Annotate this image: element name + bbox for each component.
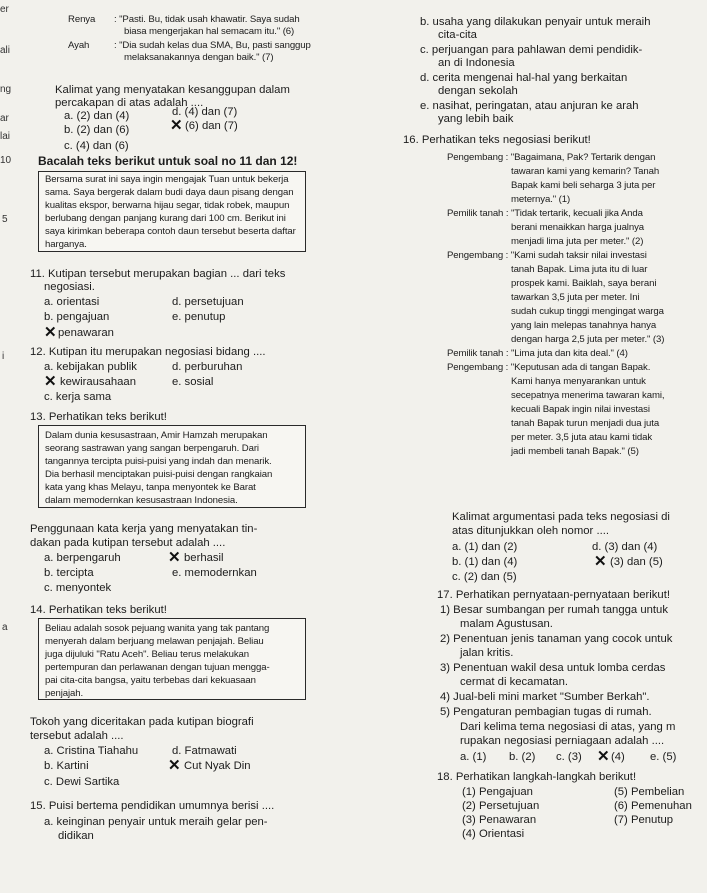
box-line: berlubang dengan panjang kurang dari 100 cm. Berikut ini xyxy=(45,213,286,224)
q16-option-a: a. (1) dan (2) xyxy=(452,541,518,553)
q14-stem: 14. Perhatikan teks berikut! xyxy=(30,604,167,616)
q15-stem: 15. Puisi bertema pendidikan umumnya berisi .... xyxy=(30,800,275,812)
q18-item: (4) Orientasi xyxy=(462,828,525,840)
box-line: secepatnya menerima tawaran kami, xyxy=(511,390,665,401)
q12-stem: 12. Kutipan itu merupakan negosiasi bidang .... xyxy=(30,346,266,358)
q13-option-d: berhasil xyxy=(184,552,224,564)
q17-item: cermat di kecamatan. xyxy=(460,676,568,688)
text-box-biografi xyxy=(38,618,306,700)
box-line: Pengembang : "Bagaimana, Pak? Tertarik dengan xyxy=(447,152,656,163)
q16-question: Kalimat argumentasi pada teks negosiasi di xyxy=(452,511,670,523)
q16-option-e: (3) dan (5) xyxy=(610,556,663,568)
dialog-line: : "Dia sudah kelas dua SMA, Bu, pasti sanggup xyxy=(114,40,311,51)
box-line: jadi membeli tanah Bapak." (5) xyxy=(511,446,639,457)
q11-option-d: d. persetujuan xyxy=(172,296,244,308)
answer-cross-mark-icon: ✕ xyxy=(597,748,610,765)
answer-cross-mark-icon: ✕ xyxy=(594,553,607,570)
q18-item: (5) Pembelian xyxy=(614,786,685,798)
q16-question: atas ditunjukkan oleh nomor .... xyxy=(452,525,609,537)
q10-stem: percakapan di atas adalah .... xyxy=(55,97,204,109)
q17-item: malam Agustusan. xyxy=(460,618,553,630)
q18-item: (6) Pemenuhan xyxy=(614,800,692,812)
q17-question: rupakan negosiasi perniagaan adalah .... xyxy=(460,735,665,747)
answer-cross-mark-icon: ✕ xyxy=(168,757,181,774)
q10-option-a: a. (2) dan (4) xyxy=(64,110,130,122)
box-line: harganya. xyxy=(45,239,87,250)
q11-option-e: e. penutup xyxy=(172,311,226,323)
box-line: juga dijuluki "Ratu Aceh". Beliau terus melakukan xyxy=(45,649,250,660)
q18-stem: 18. Perhatikan langkah-langkah berikut! xyxy=(437,771,637,783)
margin-fragment: lai xyxy=(0,131,11,142)
dialog-speaker: Renya xyxy=(68,14,96,25)
box-line: Bersama surat ini saya ingin mengajak Tuan untuk bekerja xyxy=(45,174,289,185)
q12-option-c: c. kerja sama xyxy=(44,391,112,403)
dialog-speaker: Ayah xyxy=(68,40,90,51)
q15-option-b: b. usaha yang dilakukan penyair untuk meraih xyxy=(420,16,651,28)
box-line: menjadi lima juta per meter." (2) xyxy=(511,236,644,247)
margin-fragment: ar xyxy=(0,113,9,124)
q10-option-c: c. (4) dan (6) xyxy=(64,140,129,152)
q15-option-a: didikan xyxy=(58,830,94,842)
text-box-amir-hamzah xyxy=(38,425,306,508)
box-line: per meter. 3,5 juta atau kami tidak xyxy=(511,432,653,443)
q17-item: 5) Pengaturan pembagian tugas di rumah. xyxy=(440,706,652,718)
box-line: Bapak kami beli seharga 3 juta per xyxy=(511,180,656,191)
box-line: tawarkan 3,5 juta per meter. Ini xyxy=(511,292,640,303)
q13-option-b: b. tercipta xyxy=(44,567,94,579)
q17-stem: 17. Perhatikan pernyataan-pernyataan berikut! xyxy=(437,589,670,601)
box-line: sama. Saya bergerak dalam budi daya daun pisang dengan xyxy=(45,187,294,198)
box-line: meternya." (1) xyxy=(511,194,571,205)
box-line: Pengembang : "Kami sudah taksir nilai investasi xyxy=(447,250,647,261)
dialog-line: : "Pasti. Bu, tidak usah khawatir. Saya sudah xyxy=(114,14,300,25)
q17-item: 2) Penentuan jenis tanaman yang cocok untuk xyxy=(440,633,673,645)
box-line: seorang sastrawan yang sangan berpengaruh. Dari xyxy=(45,443,259,454)
q16-option-c: c. (2) dan (5) xyxy=(452,571,517,583)
q14-option-e: Cut Nyak Din xyxy=(184,760,251,772)
box-line: prospek kami. Baiklah, saya berani xyxy=(511,278,657,289)
q13-question: dakan pada kutipan tersebut adalah .... xyxy=(30,537,226,549)
q17-option-a: a. (1) xyxy=(460,751,487,763)
q14-question: Tokoh yang diceritakan pada kutipan biografi xyxy=(30,716,254,728)
q14-option-d: d. Fatmawati xyxy=(172,745,237,757)
q17-option-b: b. (2) xyxy=(509,751,536,763)
box-line: saya kirimkan beberapa contoh daun tersebut beserta daftar xyxy=(45,226,296,237)
q17-option-d: (4) xyxy=(611,751,625,763)
q17-option-e: e. (5) xyxy=(650,751,677,763)
q15-option-d: dengan sekolah xyxy=(438,85,518,97)
q15-option-a: a. keinginan penyair untuk meraih gelar pen- xyxy=(44,816,268,828)
q11-stem: 11. Kutipan tersebut merupakan bagian ... dari teks xyxy=(30,268,286,280)
box-line: Pemilik tanah : "Lima juta dan kita deal." (4) xyxy=(447,348,628,359)
box-line: tanah Bapak. Lima juta itu di luar xyxy=(511,264,648,275)
box-line: berani menaikkan harga jualnya xyxy=(511,222,644,233)
q17-question: Dari kelima tema negosiasi di atas, yang m xyxy=(460,721,676,733)
q13-stem: 13. Perhatikan teks berikut! xyxy=(30,411,167,423)
q16-stem: 16. Perhatikan teks negosiasi berikut! xyxy=(403,134,591,146)
q15-option-c: c. perjuangan para pahlawan demi pendidik- xyxy=(420,44,643,56)
answer-cross-mark-icon: ✕ xyxy=(44,324,57,341)
margin-fragment: ng xyxy=(0,84,12,95)
box-line: pai cita-cita bangsa, yaitu terbebas dari kekuasaan xyxy=(45,675,256,686)
box-line: Dalam dunia kesusastraan, Amir Hamzah merupakan xyxy=(45,430,268,441)
text-box-negosiasi xyxy=(447,150,707,502)
q18-item: (2) Persetujuan xyxy=(462,800,540,812)
q17-item: 3) Penentuan wakil desa untuk lomba cerdas xyxy=(440,662,666,674)
q14-question: tersebut adalah .... xyxy=(30,730,124,742)
box-line: sudah cukup tinggi mengingat warga xyxy=(511,306,664,317)
margin-fragment: a xyxy=(2,622,8,633)
box-line: kualitas ekspor, berwarna hijau segar, tidak robek, maupun xyxy=(45,200,290,211)
q11-option-b: b. pengajuan xyxy=(44,311,110,323)
section-title: Bacalah teks berikut untuk soal no 11 dan 12! xyxy=(38,154,298,168)
dialog-line: biasa mengerjakan hal semacam itu." (6) xyxy=(124,26,295,37)
margin-fragment: 10 xyxy=(0,155,12,166)
box-line: dalam memodernkan kesusastraan Indonesia. xyxy=(45,495,238,506)
answer-cross-mark-icon: ✕ xyxy=(44,373,57,390)
q13-option-e: e. memodernkan xyxy=(172,567,257,579)
q12-option-e: e. sosial xyxy=(172,376,214,388)
q13-question: Penggunaan kata kerja yang menyatakan tin- xyxy=(30,523,258,535)
box-line: dengan harga 2,5 juta per meter." (3) xyxy=(511,334,665,345)
box-line: menyerah dalam berjuang melawan penjajah. Beliau xyxy=(45,636,264,647)
q12-option-a: a. kebijakan publik xyxy=(44,361,137,373)
q16-option-d: d. (3) dan (4) xyxy=(592,541,658,553)
q12-option-d: d. perburuhan xyxy=(172,361,243,373)
margin-fragment: ali xyxy=(0,45,11,56)
box-line: Kami hanya menyarankan untuk xyxy=(511,376,646,387)
q14-option-b: b. Kartini xyxy=(44,760,89,772)
q10-option-e: (6) dan (7) xyxy=(185,120,238,132)
q11-option-c: penawaran xyxy=(58,327,114,339)
box-line: Dia berhasil menciptakan puisi-puisi dengan rangkaian xyxy=(45,469,273,480)
q12-option-b: kewirausahaan xyxy=(60,376,136,388)
box-line: Pengembang : "Keputusan ada di tangan Bapak. xyxy=(447,362,651,373)
q10-option-d: d. (4) dan (7) xyxy=(172,106,238,118)
q13-option-c: c. menyontek xyxy=(44,582,112,594)
box-line: yang lain melepas tanahnya hanya xyxy=(511,320,657,331)
box-line: tangannya tercipta puisi-puisi yang indah dan menarik. xyxy=(45,456,272,467)
margin-fragment: i xyxy=(2,351,5,362)
q15-option-e: e. nasihat, peringatan, atau anjuran ke arah xyxy=(420,100,639,112)
dialog-box xyxy=(38,10,346,72)
q15-option-d: d. cerita mengenai hal-hal yang berkaitan xyxy=(420,72,628,84)
answer-cross-mark-icon: ✕ xyxy=(168,549,181,566)
q10-option-b: b. (2) dan (6) xyxy=(64,124,130,136)
q15-option-c: an di Indonesia xyxy=(438,57,515,69)
q17-item: jalan kritis. xyxy=(460,647,514,659)
q15-option-e: yang lebih baik xyxy=(438,113,514,125)
box-line: tawaran kami yang kemarin? Tanah xyxy=(511,166,660,177)
text-box-letter xyxy=(38,171,306,252)
q11-option-a: a. orientasi xyxy=(44,296,100,308)
box-line: kata yang khas Melayu, tanpa menyontek ke Barat xyxy=(45,482,256,493)
q16-option-b: b. (1) dan (4) xyxy=(452,556,518,568)
box-line: Pemilik tanah : "Tidak tertarik, kecuali jika Anda xyxy=(447,208,643,219)
q11-stem: negosiasi. xyxy=(44,281,95,293)
q15-option-b: cita-cita xyxy=(438,29,477,41)
box-line: Beliau adalah sosok pejuang wanita yang tak pantang xyxy=(45,623,270,634)
box-line: tanah Bapak turun menjadi dua juta xyxy=(511,418,660,429)
dialog-line: melaksanakannya dengan baik." (7) xyxy=(124,52,274,63)
q18-item: (3) Penawaran xyxy=(462,814,537,826)
box-line: penjajah. xyxy=(45,688,84,699)
q17-option-c: c. (3) xyxy=(556,751,582,763)
q18-item: (7) Penutup xyxy=(614,814,674,826)
q14-option-a: a. Cristina Tiahahu xyxy=(44,745,139,757)
q18-item: (1) Pengajuan xyxy=(462,786,533,798)
answer-cross-mark-icon: ✕ xyxy=(170,117,183,134)
box-line: kecuali Bapak ingin nilai investasi xyxy=(511,404,650,415)
q17-item: 1) Besar sumbangan per rumah tangga untuk xyxy=(440,604,668,616)
q13-option-a: a. berpengaruh xyxy=(44,552,121,564)
box-line: pertempuran dan perlawanan dengan tujuan mengga- xyxy=(45,662,270,673)
q10-stem: Kalimat yang menyatakan kesanggupan dalam xyxy=(55,84,290,96)
q17-item: 4) Jual-beli mini market "Sumber Berkah". xyxy=(440,691,650,703)
margin-fragment: 5 xyxy=(2,214,8,225)
margin-fragment: er xyxy=(0,4,9,15)
q14-option-c: c. Dewi Sartika xyxy=(44,776,120,788)
